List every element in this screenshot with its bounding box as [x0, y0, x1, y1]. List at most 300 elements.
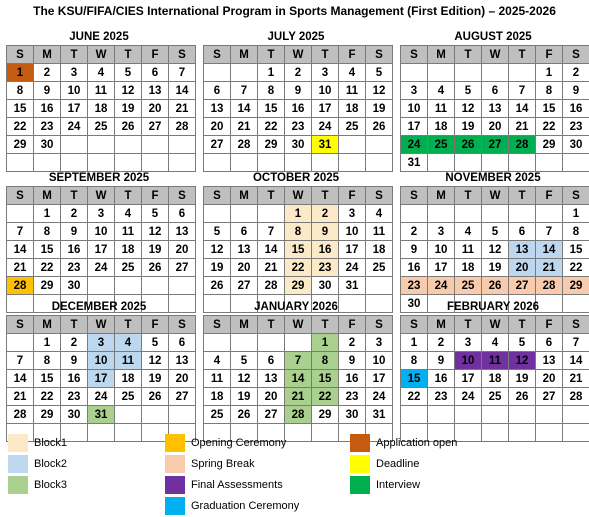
- month-name: FEBRUARY 2026: [446, 301, 540, 313]
- day-cell: 19: [366, 100, 393, 118]
- day-cell-highlighted: 14: [285, 370, 312, 388]
- day-cell: 24: [61, 118, 88, 136]
- day-cell: 26: [509, 388, 536, 406]
- legend-label: Final Assessments: [191, 479, 283, 491]
- empty-cell: [142, 136, 169, 154]
- day-cell: 26: [231, 406, 258, 424]
- day-cell: 7: [563, 334, 589, 352]
- day-cell: 15: [34, 370, 61, 388]
- day-cell: 17: [455, 370, 482, 388]
- day-cell: 5: [204, 223, 231, 241]
- day-cell-highlighted: 21: [285, 388, 312, 406]
- empty-cell: [169, 154, 196, 172]
- day-cell-highlighted: 31: [88, 406, 115, 424]
- day-cell: 17: [88, 241, 115, 259]
- day-cell: 21: [509, 118, 536, 136]
- empty-cell: [563, 154, 589, 172]
- empty-cell: [115, 154, 142, 172]
- empty-cell: [169, 277, 196, 295]
- day-cell: 13: [169, 352, 196, 370]
- day-cell: 30: [563, 136, 589, 154]
- day-cell: 8: [34, 352, 61, 370]
- weekday-header: S: [204, 316, 231, 334]
- day-cell-highlighted: 1: [312, 334, 339, 352]
- weekday-header: S: [169, 187, 196, 205]
- month-calendar: [6, 170, 192, 313]
- weekday-header: S: [401, 316, 428, 334]
- day-cell: 11: [339, 82, 366, 100]
- day-cell: 19: [115, 100, 142, 118]
- day-cell: 30: [312, 277, 339, 295]
- weekday-header: T: [258, 46, 285, 64]
- weekday-header: T: [258, 187, 285, 205]
- day-cell: 4: [482, 334, 509, 352]
- day-cell: 16: [401, 259, 428, 277]
- month-table: [203, 186, 393, 313]
- day-cell: 8: [258, 82, 285, 100]
- weekday-header: S: [563, 46, 589, 64]
- day-cell: 26: [115, 118, 142, 136]
- day-cell: 25: [115, 388, 142, 406]
- day-cell: 20: [258, 388, 285, 406]
- day-cell: 13: [482, 100, 509, 118]
- day-cell: 11: [88, 82, 115, 100]
- day-cell: 21: [258, 259, 285, 277]
- weekday-header: T: [61, 46, 88, 64]
- day-cell: 16: [339, 370, 366, 388]
- month-table: [203, 45, 393, 172]
- empty-cell: [231, 205, 258, 223]
- day-cell: 22: [536, 118, 563, 136]
- empty-cell: [428, 64, 455, 82]
- day-cell: 2: [339, 334, 366, 352]
- day-cell: 18: [428, 118, 455, 136]
- day-cell: 27: [536, 388, 563, 406]
- day-cell: 2: [428, 334, 455, 352]
- day-cell: 4: [115, 205, 142, 223]
- day-cell: 30: [339, 406, 366, 424]
- day-cell: 24: [339, 259, 366, 277]
- day-cell: 31: [339, 277, 366, 295]
- month-calendar: [203, 170, 389, 313]
- day-cell: 5: [115, 64, 142, 82]
- day-cell: 4: [428, 82, 455, 100]
- day-cell: 23: [34, 118, 61, 136]
- weekday-header: S: [366, 46, 393, 64]
- legend-label: Block1: [34, 437, 68, 449]
- day-cell-highlighted: 28: [285, 406, 312, 424]
- day-cell: 24: [455, 388, 482, 406]
- empty-cell: [366, 154, 393, 172]
- month-table: [400, 315, 589, 442]
- weekday-header: W: [88, 187, 115, 205]
- month-calendar: [6, 299, 192, 442]
- day-cell: 25: [339, 118, 366, 136]
- day-cell: 29: [34, 406, 61, 424]
- day-cell: 12: [482, 241, 509, 259]
- empty-cell: [536, 154, 563, 172]
- empty-cell: [455, 154, 482, 172]
- weekday-header: S: [7, 46, 34, 64]
- day-cell: 14: [7, 370, 34, 388]
- day-cell: 29: [34, 277, 61, 295]
- day-cell-highlighted: 26: [455, 136, 482, 154]
- weekday-header: S: [366, 187, 393, 205]
- day-cell: 12: [142, 352, 169, 370]
- day-cell: 15: [34, 241, 61, 259]
- day-cell-highlighted: 15: [285, 241, 312, 259]
- weekday-header: W: [285, 316, 312, 334]
- empty-cell: [169, 136, 196, 154]
- day-cell: 23: [61, 259, 88, 277]
- weekday-header: M: [231, 46, 258, 64]
- day-cell: 3: [428, 223, 455, 241]
- month-table: [400, 186, 589, 313]
- weekday-header: T: [312, 316, 339, 334]
- day-cell-highlighted: 15: [312, 370, 339, 388]
- day-cell-highlighted: 3: [88, 334, 115, 352]
- day-cell: 18: [204, 388, 231, 406]
- day-cell: 14: [231, 100, 258, 118]
- day-cell-highlighted: 11: [482, 352, 509, 370]
- empty-cell: [115, 136, 142, 154]
- weekday-header: M: [34, 187, 61, 205]
- weekday-header: S: [169, 46, 196, 64]
- day-cell: 22: [401, 388, 428, 406]
- day-cell: 13: [204, 100, 231, 118]
- day-cell-highlighted: 15: [401, 370, 428, 388]
- legend-label: Opening Ceremony: [191, 437, 287, 449]
- day-cell: 27: [204, 136, 231, 154]
- day-cell: 18: [455, 259, 482, 277]
- day-cell: 7: [258, 223, 285, 241]
- empty-cell: [142, 154, 169, 172]
- day-cell: 22: [7, 118, 34, 136]
- day-cell: 12: [455, 100, 482, 118]
- empty-cell: [204, 205, 231, 223]
- day-cell: 23: [428, 388, 455, 406]
- legend-swatch: [8, 434, 28, 452]
- day-cell: 30: [61, 406, 88, 424]
- empty-cell: [509, 64, 536, 82]
- weekday-header: M: [34, 46, 61, 64]
- weekday-header: F: [142, 316, 169, 334]
- weekday-header: F: [142, 46, 169, 64]
- day-cell: 19: [142, 370, 169, 388]
- weekday-header: S: [401, 187, 428, 205]
- empty-cell: [231, 64, 258, 82]
- day-cell: 25: [482, 388, 509, 406]
- day-cell: 23: [61, 388, 88, 406]
- weekday-header: F: [339, 316, 366, 334]
- empty-cell: [339, 136, 366, 154]
- day-cell: 13: [258, 370, 285, 388]
- day-cell: 26: [204, 277, 231, 295]
- day-cell: 15: [536, 100, 563, 118]
- weekday-header: T: [509, 46, 536, 64]
- day-cell: 7: [509, 82, 536, 100]
- day-cell: 5: [142, 334, 169, 352]
- weekday-header: T: [61, 316, 88, 334]
- empty-cell: [169, 406, 196, 424]
- day-cell: 14: [509, 100, 536, 118]
- day-cell: 8: [7, 82, 34, 100]
- empty-cell: [285, 334, 312, 352]
- empty-cell: [482, 64, 509, 82]
- day-cell: 3: [312, 64, 339, 82]
- day-cell: 9: [61, 223, 88, 241]
- legend-label: Deadline: [376, 458, 420, 470]
- day-cell: 22: [563, 259, 589, 277]
- day-cell: 10: [339, 223, 366, 241]
- month-calendar: [400, 29, 586, 172]
- month-table: [6, 315, 196, 442]
- day-cell: 23: [285, 118, 312, 136]
- empty-cell: [7, 205, 34, 223]
- weekday-header: S: [366, 316, 393, 334]
- empty-cell: [482, 205, 509, 223]
- legend-swatch: [350, 434, 370, 452]
- weekday-header: W: [88, 46, 115, 64]
- legend-swatch: [350, 455, 370, 473]
- page-title: The KSU/FIFA/CIES International Program in Sports Management (First Edition) – 2025-2026: [33, 4, 556, 18]
- day-cell: 18: [366, 241, 393, 259]
- day-cell: 5: [509, 334, 536, 352]
- day-cell: 12: [115, 82, 142, 100]
- legend-swatch: [165, 434, 185, 452]
- day-cell: 8: [34, 223, 61, 241]
- weekday-header: S: [169, 316, 196, 334]
- empty-cell: [536, 205, 563, 223]
- day-cell: 24: [88, 388, 115, 406]
- empty-cell: [61, 136, 88, 154]
- day-cell: 9: [285, 82, 312, 100]
- day-cell: 26: [142, 388, 169, 406]
- day-cell-highlighted: 17: [88, 370, 115, 388]
- empty-cell: [536, 406, 563, 424]
- day-cell-highlighted: 10: [88, 352, 115, 370]
- day-cell: 12: [204, 241, 231, 259]
- day-cell-highlighted: 25: [428, 136, 455, 154]
- weekday-header: T: [115, 316, 142, 334]
- legend-swatch: [165, 455, 185, 473]
- day-cell: 10: [312, 82, 339, 100]
- empty-cell: [339, 154, 366, 172]
- month-name: AUGUST 2025: [454, 31, 532, 43]
- month-table: [400, 45, 589, 172]
- day-cell: 18: [339, 100, 366, 118]
- day-cell: 3: [339, 205, 366, 223]
- empty-cell: [509, 154, 536, 172]
- day-cell: 17: [339, 241, 366, 259]
- day-cell-highlighted: 29: [563, 277, 589, 295]
- day-cell: 16: [61, 241, 88, 259]
- day-cell: 2: [563, 64, 589, 82]
- day-cell: 17: [61, 100, 88, 118]
- day-cell: 22: [34, 388, 61, 406]
- day-cell: 17: [312, 100, 339, 118]
- day-cell-highlighted: 8: [285, 223, 312, 241]
- day-cell: 3: [366, 334, 393, 352]
- weekday-header: S: [401, 46, 428, 64]
- day-cell: 30: [34, 136, 61, 154]
- day-cell: 1: [401, 334, 428, 352]
- weekday-header: M: [428, 46, 455, 64]
- weekday-header: M: [34, 316, 61, 334]
- weekday-header: M: [428, 187, 455, 205]
- day-cell: 19: [142, 241, 169, 259]
- day-cell-highlighted: 31: [312, 136, 339, 154]
- empty-cell: [401, 64, 428, 82]
- legend-label: Interview: [376, 479, 421, 491]
- weekday-header: S: [563, 316, 589, 334]
- day-cell: 15: [258, 100, 285, 118]
- day-cell: 18: [88, 100, 115, 118]
- weekday-header: W: [482, 187, 509, 205]
- empty-cell: [142, 406, 169, 424]
- weekday-header: T: [115, 187, 142, 205]
- month-table: [6, 186, 196, 313]
- month-calendar: [400, 299, 586, 442]
- day-cell: 11: [115, 223, 142, 241]
- empty-cell: [204, 154, 231, 172]
- month-name: NOVEMBER 2025: [445, 172, 541, 184]
- weekday-header: M: [231, 187, 258, 205]
- day-cell: 7: [7, 223, 34, 241]
- day-cell: 25: [88, 118, 115, 136]
- day-cell: 3: [61, 64, 88, 82]
- day-cell: 16: [61, 370, 88, 388]
- day-cell: 4: [88, 64, 115, 82]
- day-cell: 6: [142, 64, 169, 82]
- empty-cell: [231, 154, 258, 172]
- day-cell: 6: [169, 334, 196, 352]
- empty-cell: [204, 334, 231, 352]
- day-cell: 13: [231, 241, 258, 259]
- empty-cell: [115, 406, 142, 424]
- day-cell: 5: [231, 352, 258, 370]
- day-cell: 28: [563, 388, 589, 406]
- day-cell-highlighted: 10: [455, 352, 482, 370]
- month-calendar: [203, 29, 389, 172]
- day-cell-highlighted: 9: [312, 223, 339, 241]
- day-cell: 8: [536, 82, 563, 100]
- weekday-header: F: [142, 187, 169, 205]
- day-cell: 27: [231, 277, 258, 295]
- day-cell: 20: [204, 118, 231, 136]
- day-cell: 7: [231, 82, 258, 100]
- month-calendar: [203, 299, 389, 442]
- weekday-header: F: [536, 316, 563, 334]
- weekday-header: S: [563, 187, 589, 205]
- empty-cell: [88, 154, 115, 172]
- weekday-header: T: [115, 46, 142, 64]
- day-cell: 6: [258, 352, 285, 370]
- day-cell: 29: [312, 406, 339, 424]
- weekday-header: T: [509, 187, 536, 205]
- day-cell: 1: [258, 64, 285, 82]
- day-cell: 2: [61, 205, 88, 223]
- weekday-header: T: [312, 46, 339, 64]
- month-name: SEPTEMBER 2025: [48, 172, 150, 184]
- weekday-header: T: [61, 187, 88, 205]
- day-cell: 14: [258, 241, 285, 259]
- day-cell: 9: [428, 352, 455, 370]
- day-cell: 15: [563, 241, 589, 259]
- month-calendar: [6, 29, 192, 172]
- empty-cell: [285, 154, 312, 172]
- weekday-header: W: [482, 316, 509, 334]
- day-cell: 8: [401, 352, 428, 370]
- day-cell: 11: [366, 223, 393, 241]
- weekday-header: F: [536, 187, 563, 205]
- day-cell: 19: [455, 118, 482, 136]
- day-cell: 17: [401, 118, 428, 136]
- day-cell: 20: [536, 370, 563, 388]
- day-cell-highlighted: 8: [312, 352, 339, 370]
- day-cell: 11: [428, 100, 455, 118]
- day-cell: 20: [482, 118, 509, 136]
- legend-swatch: [165, 497, 185, 515]
- day-cell: 9: [563, 82, 589, 100]
- empty-cell: [115, 277, 142, 295]
- empty-cell: [482, 406, 509, 424]
- day-cell: 27: [142, 118, 169, 136]
- day-cell: 28: [231, 136, 258, 154]
- day-cell: 14: [7, 241, 34, 259]
- day-cell: 28: [169, 118, 196, 136]
- day-cell: 19: [509, 370, 536, 388]
- empty-cell: [142, 277, 169, 295]
- day-cell-highlighted: 24: [428, 277, 455, 295]
- day-cell: 2: [34, 64, 61, 82]
- day-cell: 21: [231, 118, 258, 136]
- empty-cell: [428, 154, 455, 172]
- day-cell: 18: [115, 370, 142, 388]
- empty-cell: [61, 154, 88, 172]
- weekday-header: T: [312, 187, 339, 205]
- weekday-header: S: [204, 46, 231, 64]
- day-cell-highlighted: 22: [285, 259, 312, 277]
- day-cell: 2: [401, 223, 428, 241]
- day-cell: 12: [142, 223, 169, 241]
- day-cell-highlighted: 23: [401, 277, 428, 295]
- day-cell: 1: [34, 205, 61, 223]
- day-cell: 15: [7, 100, 34, 118]
- day-cell: 22: [258, 118, 285, 136]
- day-cell: 18: [482, 370, 509, 388]
- day-cell: 27: [258, 406, 285, 424]
- weekday-header: W: [482, 46, 509, 64]
- day-cell: 30: [401, 295, 428, 313]
- empty-cell: [509, 406, 536, 424]
- day-cell: 11: [204, 370, 231, 388]
- month-name: JUNE 2025: [69, 31, 129, 43]
- day-cell-highlighted: 24: [401, 136, 428, 154]
- day-cell: 7: [169, 64, 196, 82]
- empty-cell: [366, 136, 393, 154]
- day-cell: 17: [428, 259, 455, 277]
- day-cell: 5: [366, 64, 393, 82]
- month-table: [6, 45, 196, 172]
- day-cell: 20: [169, 370, 196, 388]
- day-cell: 29: [536, 136, 563, 154]
- day-cell: 9: [34, 82, 61, 100]
- day-cell-highlighted: 2: [312, 205, 339, 223]
- weekday-header: S: [204, 187, 231, 205]
- day-cell-highlighted: 1: [285, 205, 312, 223]
- day-cell: 4: [366, 205, 393, 223]
